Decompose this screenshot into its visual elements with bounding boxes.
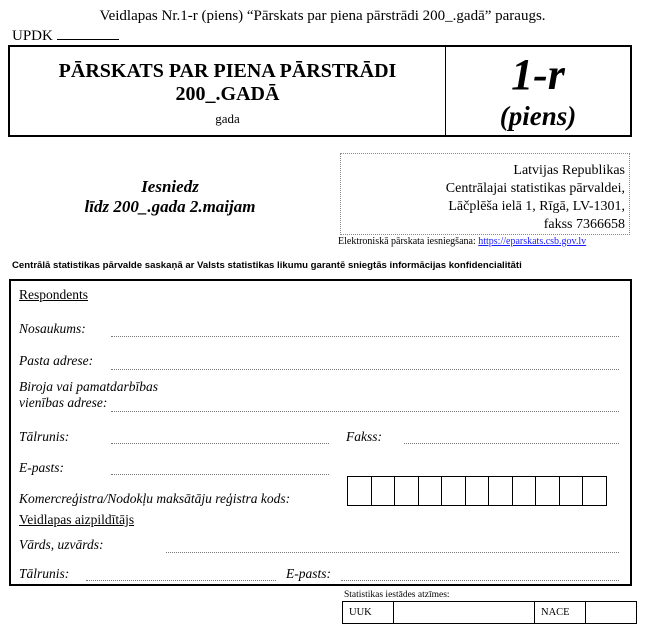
electronic-submission	[338, 236, 586, 247]
filler-phone-label: Tālrunis:	[19, 566, 70, 581]
uuk-label: UUK	[343, 602, 394, 624]
email-field[interactable]	[111, 474, 329, 475]
filler-phone-field[interactable]	[86, 580, 276, 581]
recipient-address	[340, 153, 630, 235]
submit-line1: Iesniedz	[141, 177, 199, 196]
fax-label: Fakss:	[346, 429, 382, 444]
title-box	[8, 45, 632, 137]
registry-code-digit[interactable]	[512, 476, 537, 506]
address-line1: Latvijas Republikas	[513, 163, 625, 178]
filler-heading: Veidlapas aizpildītājs	[19, 512, 135, 527]
name-field[interactable]	[111, 336, 619, 337]
fax-field[interactable]	[404, 443, 619, 444]
registry-code-digit[interactable]	[488, 476, 513, 506]
filler-email-label: E-pasts:	[286, 566, 331, 581]
stats-office-caption: Statistikas iestādes atzīmes:	[344, 590, 450, 600]
registry-code-label: Komercreģistra/Nodokļu maksātāju reģistra kods:	[19, 491, 291, 506]
electronic-link[interactable]: https://eparskats.csb.gov.lv	[478, 236, 587, 247]
report-title-line2: 200_.GADĀ	[175, 83, 280, 105]
name-label: Nosaukums:	[19, 321, 86, 336]
updk-field	[12, 27, 119, 45]
address-line3: Lāčplēša ielā 1, Rīgā, LV-1301,	[448, 199, 625, 214]
phone-label: Tālrunis:	[19, 429, 70, 444]
form-code: 1-r	[511, 50, 565, 99]
office-address-label-line2: vienības adrese:	[19, 395, 108, 410]
respondent-heading: Respondents	[19, 287, 88, 302]
registry-code-digit[interactable]	[347, 476, 372, 506]
electronic-label: Elektroniskā pārskata iesniegšana:	[338, 236, 476, 247]
updk-label: UPDK	[12, 28, 53, 44]
report-title-line1: PĀRSKATS PAR PIENA PĀRSTRĀDI	[58, 60, 397, 82]
address-line4: fakss 7366658	[543, 217, 625, 232]
postal-address-label: Pasta adrese:	[19, 353, 94, 368]
registry-code-grid	[348, 476, 607, 506]
email-label: E-pasts:	[19, 460, 64, 475]
uuk-field[interactable]	[394, 602, 535, 624]
form-type: (piens)	[499, 101, 577, 131]
page-caption: Veidlapas Nr.1-r (piens) “Pārskats par piena pārstrādi 200_.gadā” paraugs.	[99, 8, 546, 24]
registry-code-digit[interactable]	[465, 476, 490, 506]
postal-address-field[interactable]	[111, 369, 619, 370]
registry-code-digit[interactable]	[441, 476, 466, 506]
filler-email-field[interactable]	[341, 580, 619, 581]
office-address-label-line1: Biroja vai pamatdarbības	[19, 379, 159, 394]
report-subtitle: gada	[215, 111, 240, 126]
submit-line2: līdz 200_.gada 2.maijam	[84, 197, 256, 216]
filler-name-label: Vārds, uzvārds:	[19, 537, 104, 552]
registry-code-digit[interactable]	[559, 476, 584, 506]
respondent-box	[9, 279, 632, 586]
registry-code-digit[interactable]	[418, 476, 443, 506]
filler-name-field[interactable]	[166, 552, 619, 553]
updk-input-line[interactable]	[57, 27, 119, 40]
confidentiality-notice: Centrālā statistikas pārvalde saskaņā ar Valsts statistikas likumu garantē sniegtās informācijas konfidencialitāti	[12, 260, 522, 271]
report-title	[10, 60, 445, 106]
registry-code-digit[interactable]	[371, 476, 396, 506]
registry-code-digit[interactable]	[535, 476, 560, 506]
address-line2: Centrālajai statistikas pārvaldei,	[445, 181, 625, 196]
office-address-label	[19, 379, 158, 411]
registry-code-digit[interactable]	[394, 476, 419, 506]
nace-label: NACE	[535, 602, 586, 624]
registry-code-digit[interactable]	[582, 476, 607, 506]
stats-office-table	[342, 601, 637, 624]
submit-deadline	[75, 177, 265, 217]
nace-field[interactable]	[586, 602, 637, 624]
phone-field[interactable]	[111, 443, 329, 444]
office-address-field[interactable]	[111, 411, 619, 412]
